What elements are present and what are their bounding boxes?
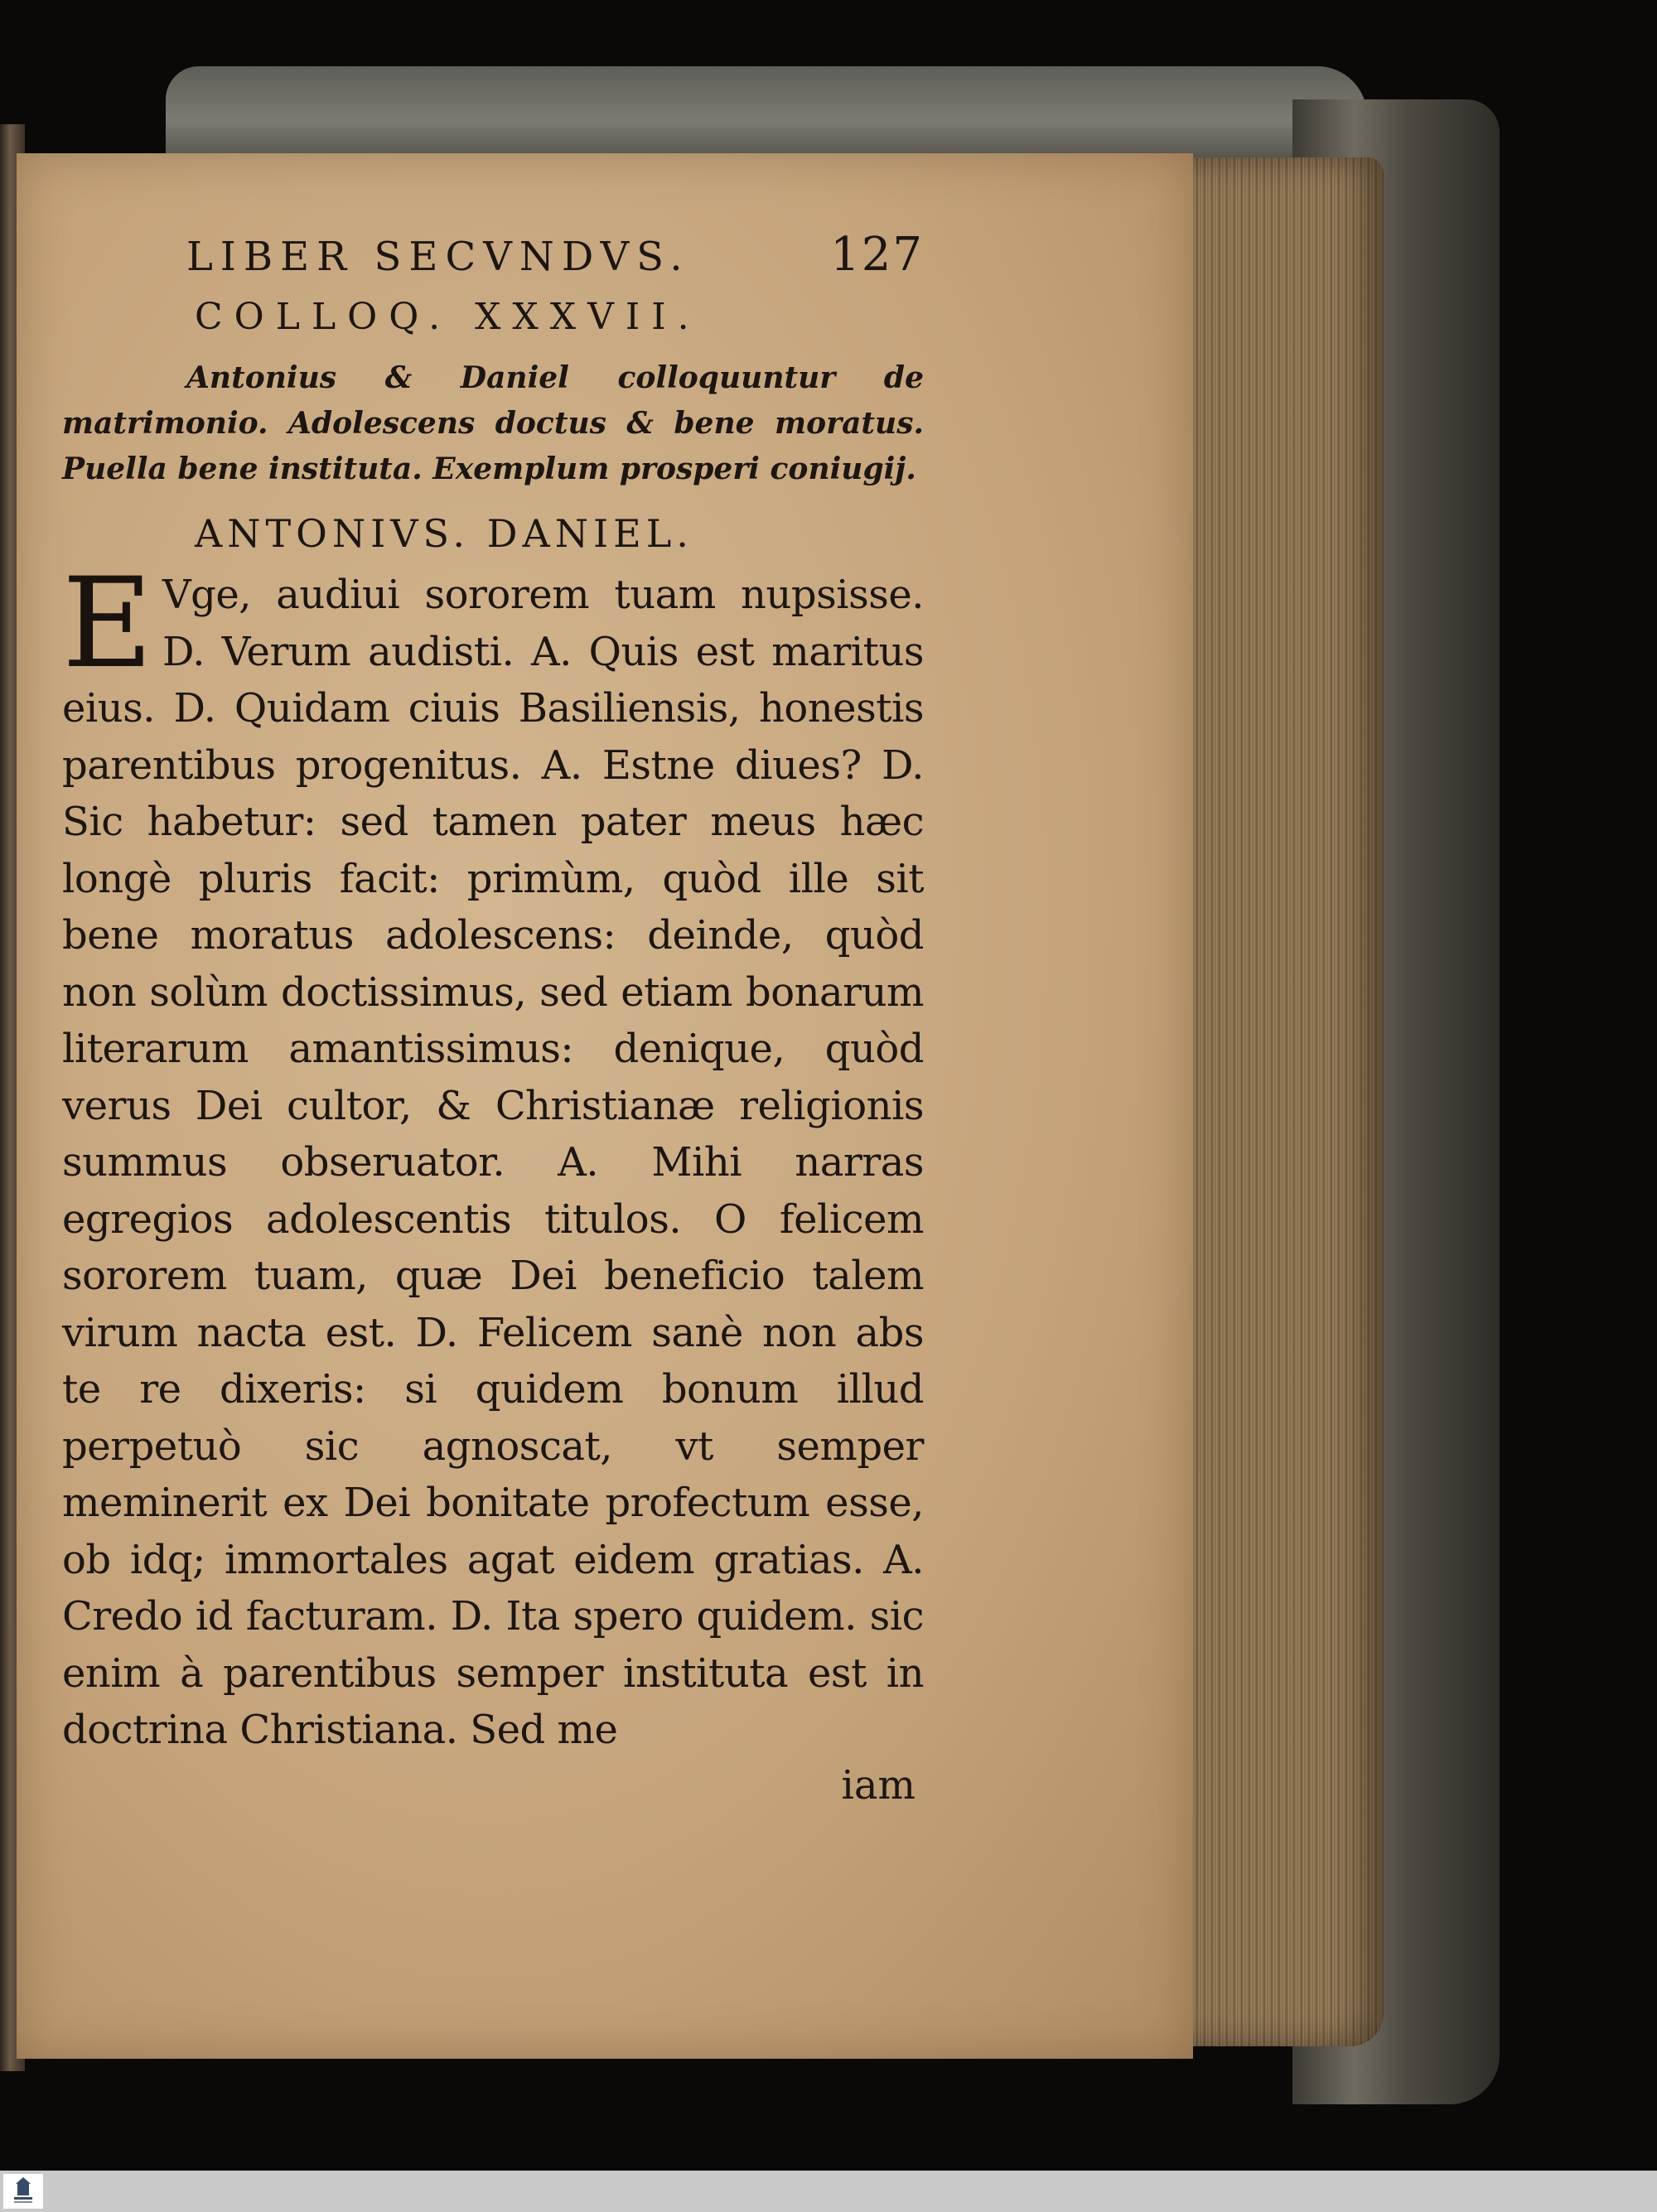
text-block — [62, 228, 924, 1809]
book-cover-top — [166, 66, 1367, 157]
colloquium-heading: COLLOQ. XXXVII. — [195, 296, 701, 338]
book-page — [17, 153, 1193, 2059]
drop-cap: E — [62, 552, 152, 696]
catchword: iam — [841, 1761, 915, 1809]
chapter-summary: Antonius & Daniel colloquuntur de matrimonio. Adolescens doctus & bene moratus. Puella bene instituta. Exemplum prosperi coniugij. — [62, 360, 924, 486]
running-head — [62, 228, 924, 296]
page-fore-edge — [1185, 157, 1384, 2046]
viewer-bottom-bar — [0, 2171, 1657, 2212]
body-paragraph — [62, 552, 924, 1759]
library-logo-icon — [3, 2174, 43, 2209]
speaker-names: ANTONIVS. DANIEL. — [195, 511, 693, 556]
body-text: Vge, audiui sororem tuam nupsisse. D. Verum audisti. A. Quis est maritus eius. D. Quidam ciuis Basiliensis, honestis parentibus progenitus. A. Estne diues? D. Sic habetur: sed tamen pater meus hæc longè pluris facit: primùm, quòd ille sit bene moratus adolescens: deinde, quòd non solùm doctissimus, sed etiam bonarum literarum amantissimus: denique, quòd verus Dei cultor, & Christianæ religionis summus obseruator. A. Mihi narras egregios adolescentis titulos. O felicem sororem tuam, quæ Dei beneficio talem virum nacta est. D. Felicem sanè non abs te re dixeris: si quidem bonum illud perpetuò sic agnoscat, vt semper meminerit ex Dei bonitate profectum esse, ob idq; immortales agat eidem gratias. A. Credo id facturam. D. Ita spero quidem. sic enim à parentibus semper instituta est in doctrina Christiana. Sed me — [62, 572, 924, 1753]
running-head-title: LIBER SECVNDVS. — [186, 234, 690, 280]
page-number: 127 — [830, 228, 924, 282]
